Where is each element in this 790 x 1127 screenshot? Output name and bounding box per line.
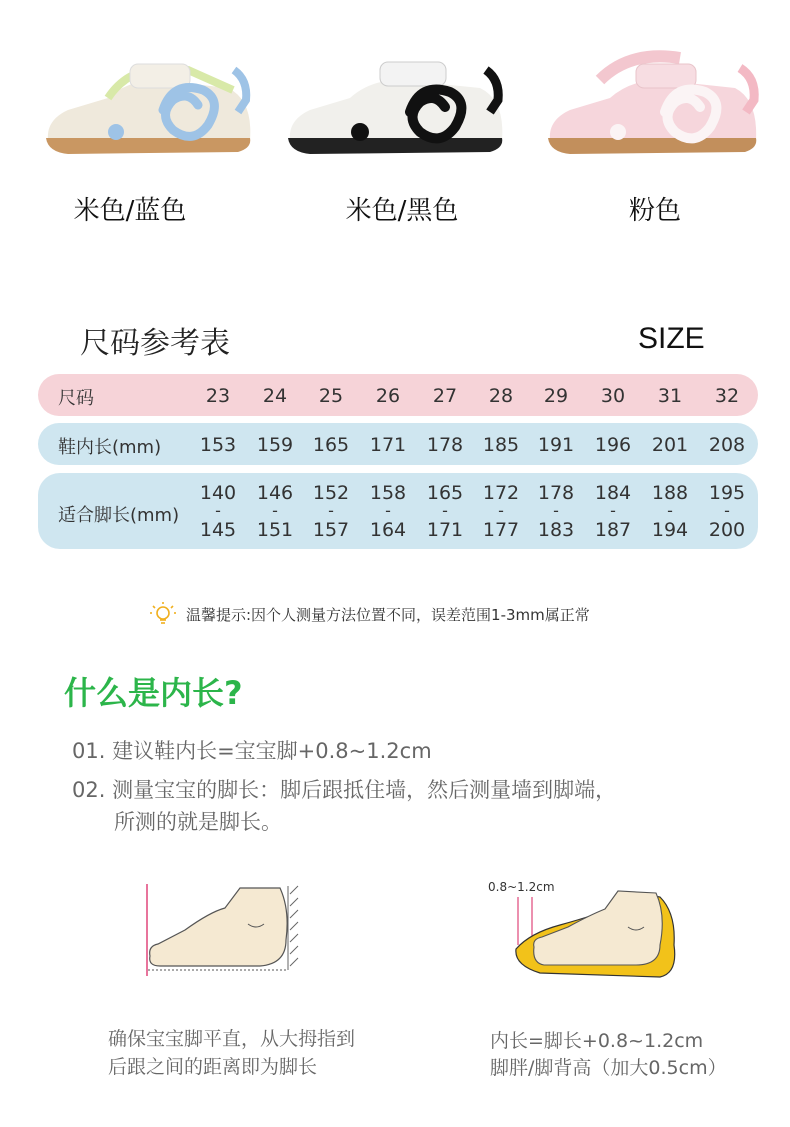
fit-min-cell: 184 [594, 482, 632, 504]
fit-max-cell: 183 [537, 519, 575, 541]
fit-min-cell: 140 [199, 482, 237, 504]
fit-dash: - [724, 501, 730, 520]
step-2: 02. 测量宝宝的脚长：脚后跟抵住墙，然后测量墙到脚端， [72, 778, 617, 802]
size-chart-title-en: SIZE [638, 322, 705, 355]
inner-length-heading: 什么是内长? [64, 674, 243, 712]
shoe-beige-black-image [280, 40, 520, 168]
inner-length-cell: 153 [199, 434, 237, 456]
inner-length-cell: 159 [256, 434, 294, 456]
fit-dash: - [272, 501, 278, 520]
fit-dash: - [667, 501, 673, 520]
lightbulb-icon [148, 600, 178, 630]
color-label-beige-black: 米色/黑色 [345, 196, 459, 226]
fit-max-cell: 157 [312, 519, 350, 541]
right-caption-line-2: 脚胖/脚背高（加大0.5cm） [490, 1057, 727, 1079]
inner-length-label: 鞋内长(mm) [58, 437, 162, 458]
inner-length-cell: 208 [708, 434, 746, 456]
shoe-beige-blue-image [38, 40, 260, 168]
size-cell: 31 [657, 385, 683, 407]
fit-dash: - [442, 501, 448, 520]
shoe-pink-image [540, 40, 770, 168]
fit-dash: - [498, 501, 504, 520]
fit-dash: - [215, 501, 221, 520]
measurement-tip: 温馨提示:因个人测量方法位置不同，误差范围1-3mm属正常 [186, 606, 590, 624]
fit-max-cell: 145 [199, 519, 237, 541]
size-chart-title: 尺码参考表 [80, 326, 230, 361]
fit-length-row [38, 473, 758, 549]
right-caption-line-1: 内长=脚长+0.8~1.2cm [490, 1030, 704, 1052]
fit-min-cell: 172 [482, 482, 520, 504]
fit-max-cell: 177 [482, 519, 520, 541]
fit-dash: - [610, 501, 616, 520]
color-label-beige-blue: 米色/蓝色 [73, 196, 187, 226]
size-cell: 27 [432, 385, 458, 407]
fit-max-cell: 151 [256, 519, 294, 541]
size-cell: 26 [375, 385, 401, 407]
fit-min-cell: 165 [426, 482, 464, 504]
inner-length-cell: 178 [426, 434, 464, 456]
color-label-pink: 粉色 [628, 196, 681, 226]
size-cell: 30 [600, 385, 626, 407]
size-cell: 23 [205, 385, 231, 407]
size-row-label: 尺码 [58, 388, 94, 409]
size-cell: 25 [318, 385, 344, 407]
fit-length-label: 适合脚长(mm) [58, 505, 180, 526]
fit-min-cell: 152 [312, 482, 350, 504]
size-cell: 32 [714, 385, 740, 407]
size-cell: 28 [488, 385, 514, 407]
step-2-continued: 所测的就是脚长。 [114, 810, 282, 834]
size-cell: 24 [262, 385, 288, 407]
fit-max-cell: 171 [426, 519, 464, 541]
inner-length-cell: 185 [482, 434, 520, 456]
fit-min-cell: 146 [256, 482, 294, 504]
shoe-inner-length-illustration [510, 885, 680, 985]
fit-min-cell: 178 [537, 482, 575, 504]
fit-max-cell: 164 [369, 519, 407, 541]
inner-length-cell: 191 [537, 434, 575, 456]
fit-dash: - [385, 501, 391, 520]
step-1: 01. 建议鞋内长=宝宝脚+0.8~1.2cm [72, 739, 432, 763]
inner-length-cell: 171 [369, 434, 407, 456]
inner-length-cell: 201 [651, 434, 689, 456]
gap-measure-label: 0.8~1.2cm [488, 880, 555, 894]
inner-length-cell: 196 [594, 434, 632, 456]
fit-min-cell: 188 [651, 482, 689, 504]
left-caption-line-1: 确保宝宝脚平直，从大拇指到 [108, 1028, 356, 1050]
fit-min-cell: 158 [369, 482, 407, 504]
size-cell: 29 [543, 385, 569, 407]
size-row [38, 374, 758, 416]
foot-measure-illustration [140, 880, 310, 980]
left-caption-line-2: 后跟之间的距离即为脚长 [108, 1056, 318, 1078]
fit-max-cell: 200 [708, 519, 746, 541]
inner-length-row [38, 423, 758, 465]
fit-dash: - [553, 501, 559, 520]
fit-max-cell: 194 [651, 519, 689, 541]
inner-length-cell: 165 [312, 434, 350, 456]
fit-min-cell: 195 [708, 482, 746, 504]
fit-max-cell: 187 [594, 519, 632, 541]
fit-dash: - [328, 501, 334, 520]
